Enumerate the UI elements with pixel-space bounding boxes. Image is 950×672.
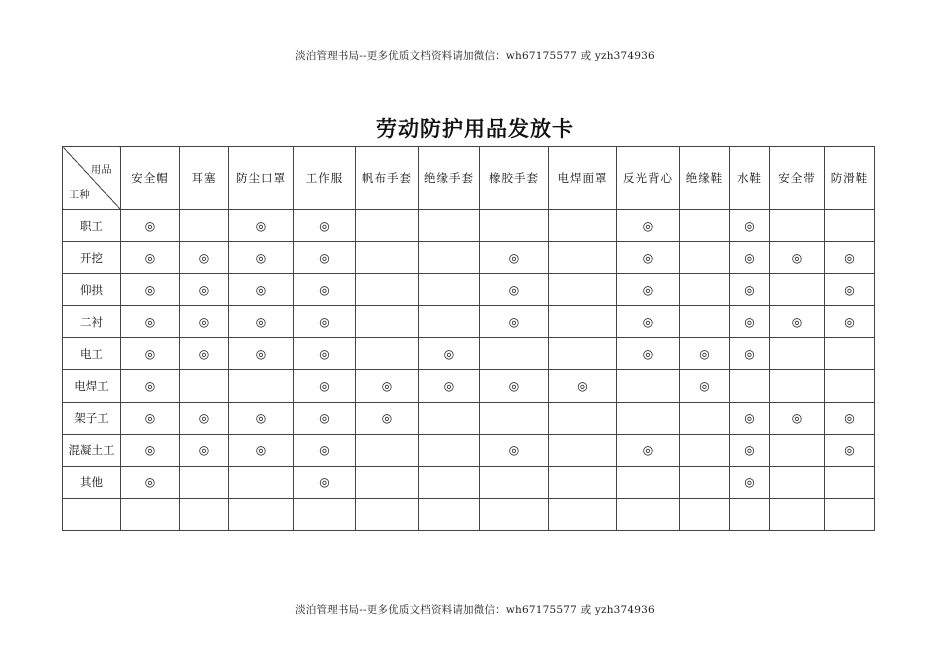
issued-mark-icon: ◎ — [144, 346, 156, 361]
issued-mark-cell — [180, 242, 229, 274]
issued-mark-icon: ◎ — [508, 379, 520, 394]
page-title: 劳动防护用品发放卡 — [376, 117, 574, 141]
issued-mark-cell — [730, 466, 770, 498]
issued-mark-icon: ◎ — [642, 218, 654, 233]
empty-cell — [480, 338, 549, 370]
issued-mark-icon: ◎ — [642, 282, 654, 297]
issued-mark-cell — [229, 402, 294, 434]
empty-cell — [480, 210, 549, 242]
empty-cell — [770, 210, 825, 242]
issued-mark-cell — [121, 306, 180, 338]
issued-mark-cell — [294, 370, 356, 402]
issued-mark-cell — [480, 370, 549, 402]
issued-mark-cell — [480, 434, 549, 466]
issued-mark-cell — [419, 338, 480, 370]
issued-mark-cell — [121, 402, 180, 434]
worker-type-cell: 其他 — [63, 466, 121, 498]
empty-cell — [229, 466, 294, 498]
empty-cell — [356, 466, 419, 498]
empty-cell — [770, 466, 825, 498]
empty-cell — [680, 274, 730, 306]
issued-mark-cell — [180, 338, 229, 370]
column-header-item: 安全带 — [770, 147, 825, 210]
empty-cell — [121, 498, 180, 530]
issued-mark-icon: ◎ — [198, 282, 210, 297]
empty-cell — [617, 370, 680, 402]
issued-mark-icon: ◎ — [844, 411, 855, 426]
empty-cell — [680, 210, 730, 242]
issued-mark-icon: ◎ — [791, 314, 803, 329]
issued-mark-icon: ◎ — [144, 250, 156, 265]
issued-mark-icon: ◎ — [744, 443, 755, 458]
worker-type-cell: 混凝土工 — [63, 434, 121, 466]
issued-mark-icon: ◎ — [642, 250, 654, 265]
issued-mark-cell — [617, 434, 680, 466]
issued-mark-icon: ◎ — [319, 282, 330, 297]
table-row — [63, 402, 875, 434]
column-header-item: 防滑鞋 — [825, 147, 875, 210]
issued-mark-cell — [617, 338, 680, 370]
empty-cell — [480, 498, 549, 530]
empty-cell — [825, 498, 875, 530]
empty-cell — [419, 274, 480, 306]
table-row — [63, 466, 875, 498]
issued-mark-cell — [549, 370, 617, 402]
issued-mark-icon: ◎ — [744, 411, 755, 426]
issued-mark-icon: ◎ — [791, 250, 803, 265]
table-row — [63, 498, 875, 530]
issued-mark-cell — [356, 402, 419, 434]
issued-mark-cell — [825, 306, 875, 338]
issued-mark-icon: ◎ — [381, 411, 393, 426]
empty-cell — [770, 274, 825, 306]
issued-mark-cell — [121, 274, 180, 306]
issued-mark-icon: ◎ — [508, 443, 520, 458]
issued-mark-cell — [229, 338, 294, 370]
issued-mark-cell — [229, 306, 294, 338]
issued-mark-icon: ◎ — [319, 218, 330, 233]
empty-cell — [825, 466, 875, 498]
worker-type-cell: 职工 — [63, 210, 121, 242]
issued-mark-icon: ◎ — [144, 314, 156, 329]
corner-items-label: 用品 — [91, 165, 112, 176]
empty-cell — [680, 242, 730, 274]
issued-mark-icon: ◎ — [381, 379, 393, 394]
issued-mark-cell — [229, 210, 294, 242]
issued-mark-cell — [121, 338, 180, 370]
empty-cell — [356, 242, 419, 274]
worker-type-cell: 电工 — [63, 338, 121, 370]
column-header-item: 防尘口罩 — [229, 147, 294, 210]
issued-mark-icon: ◎ — [144, 218, 156, 233]
empty-cell — [770, 370, 825, 402]
empty-cell — [419, 434, 480, 466]
issued-mark-cell — [121, 466, 180, 498]
issued-mark-icon: ◎ — [642, 443, 654, 458]
issued-mark-cell — [617, 306, 680, 338]
column-header-item: 橡胶手套 — [480, 147, 549, 210]
empty-cell — [180, 498, 229, 530]
issued-mark-cell — [180, 274, 229, 306]
table-row — [63, 274, 875, 306]
issued-mark-icon: ◎ — [744, 282, 755, 297]
issued-mark-icon: ◎ — [144, 411, 156, 426]
issued-mark-cell — [294, 306, 356, 338]
issued-mark-icon: ◎ — [255, 314, 267, 329]
issued-mark-cell — [121, 370, 180, 402]
issued-mark-icon: ◎ — [642, 346, 654, 361]
column-header-item: 绝缘手套 — [419, 147, 480, 210]
empty-cell — [825, 338, 875, 370]
empty-cell — [419, 466, 480, 498]
column-header-item: 耳塞 — [180, 147, 229, 210]
issued-mark-icon: ◎ — [144, 443, 156, 458]
empty-cell — [617, 498, 680, 530]
empty-cell — [770, 498, 825, 530]
worker-type-cell: 仰拱 — [63, 274, 121, 306]
issued-mark-icon: ◎ — [198, 250, 210, 265]
issued-mark-cell — [294, 338, 356, 370]
empty-cell — [419, 306, 480, 338]
empty-cell — [356, 498, 419, 530]
empty-cell — [294, 498, 356, 530]
issued-mark-cell — [480, 242, 549, 274]
page-footer: 淡泊管理书局--更多优质文档资料请加微信：wh67175577 或 yzh374936 — [295, 604, 655, 616]
issued-mark-icon: ◎ — [319, 250, 330, 265]
empty-cell — [825, 370, 875, 402]
issued-mark-icon: ◎ — [198, 443, 210, 458]
issued-mark-cell — [825, 402, 875, 434]
issued-mark-icon: ◎ — [844, 250, 855, 265]
issued-mark-icon: ◎ — [844, 443, 855, 458]
issued-mark-cell — [730, 306, 770, 338]
empty-cell — [480, 402, 549, 434]
issued-mark-icon: ◎ — [198, 314, 210, 329]
empty-cell — [549, 498, 617, 530]
corner-header-cell — [63, 147, 121, 210]
issued-mark-cell — [730, 274, 770, 306]
issued-mark-icon: ◎ — [508, 314, 520, 329]
issued-mark-cell — [294, 242, 356, 274]
issued-mark-icon: ◎ — [255, 346, 267, 361]
empty-cell — [356, 210, 419, 242]
issued-mark-cell — [419, 370, 480, 402]
issued-mark-icon: ◎ — [144, 475, 156, 490]
issued-mark-icon: ◎ — [508, 282, 520, 297]
issued-mark-cell — [770, 402, 825, 434]
issued-mark-icon: ◎ — [699, 379, 710, 394]
empty-cell — [419, 210, 480, 242]
issued-mark-cell — [480, 274, 549, 306]
empty-cell — [180, 210, 229, 242]
worker-type-cell: 开挖 — [63, 242, 121, 274]
empty-cell — [825, 210, 875, 242]
empty-cell — [356, 338, 419, 370]
issued-mark-icon: ◎ — [443, 379, 455, 394]
issued-mark-icon: ◎ — [642, 314, 654, 329]
issued-mark-icon: ◎ — [744, 475, 755, 490]
column-header-item: 工作服 — [294, 147, 356, 210]
column-header-item: 反光背心 — [617, 147, 680, 210]
empty-cell — [419, 242, 480, 274]
empty-cell — [680, 466, 730, 498]
issued-mark-cell — [770, 242, 825, 274]
issued-mark-cell — [480, 306, 549, 338]
empty-cell — [549, 466, 617, 498]
issued-mark-icon: ◎ — [577, 379, 588, 394]
empty-cell — [180, 370, 229, 402]
issued-mark-icon: ◎ — [508, 250, 520, 265]
issued-mark-cell — [825, 242, 875, 274]
empty-cell — [680, 306, 730, 338]
issued-mark-cell — [825, 434, 875, 466]
issued-mark-cell — [121, 434, 180, 466]
issued-mark-cell — [294, 434, 356, 466]
column-header-item: 绝缘鞋 — [680, 147, 730, 210]
issued-mark-icon: ◎ — [443, 346, 455, 361]
issued-mark-icon: ◎ — [319, 346, 330, 361]
page-header: 淡泊管理书局--更多优质文档资料请加微信：wh67175577 或 yzh374936 — [295, 50, 655, 62]
empty-cell — [680, 402, 730, 434]
issued-mark-cell — [229, 274, 294, 306]
issued-mark-cell — [121, 210, 180, 242]
empty-cell — [480, 466, 549, 498]
issued-mark-icon: ◎ — [319, 411, 330, 426]
issued-mark-icon: ◎ — [255, 411, 267, 426]
issued-mark-icon: ◎ — [744, 250, 755, 265]
issued-mark-icon: ◎ — [198, 346, 210, 361]
issued-mark-icon: ◎ — [144, 282, 156, 297]
table-header-row — [63, 147, 875, 210]
issued-mark-icon: ◎ — [255, 443, 267, 458]
issued-mark-cell — [730, 210, 770, 242]
empty-cell — [356, 274, 419, 306]
issued-mark-icon: ◎ — [744, 346, 755, 361]
issued-mark-icon: ◎ — [791, 411, 803, 426]
issued-mark-icon: ◎ — [255, 218, 267, 233]
worker-type-cell: 架子工 — [63, 402, 121, 434]
issued-mark-icon: ◎ — [319, 379, 330, 394]
issued-mark-icon: ◎ — [255, 282, 267, 297]
issued-mark-cell — [617, 210, 680, 242]
issued-mark-icon: ◎ — [744, 218, 755, 233]
empty-cell — [229, 370, 294, 402]
issued-mark-icon: ◎ — [844, 314, 855, 329]
empty-cell — [730, 498, 770, 530]
issued-mark-cell — [730, 338, 770, 370]
issued-mark-cell — [294, 466, 356, 498]
empty-cell — [549, 210, 617, 242]
issued-mark-cell — [730, 402, 770, 434]
empty-cell — [356, 306, 419, 338]
issued-mark-cell — [617, 274, 680, 306]
issued-mark-icon: ◎ — [198, 411, 210, 426]
empty-cell — [680, 498, 730, 530]
ppe-issue-table — [62, 146, 875, 531]
issued-mark-cell — [229, 242, 294, 274]
worker-type-cell: 电焊工 — [63, 370, 121, 402]
empty-cell — [356, 434, 419, 466]
empty-cell — [770, 434, 825, 466]
empty-cell — [549, 434, 617, 466]
empty-cell — [680, 434, 730, 466]
issued-mark-cell — [294, 402, 356, 434]
issued-mark-icon: ◎ — [699, 346, 710, 361]
empty-cell — [229, 498, 294, 530]
corner-worker-label: 工种 — [69, 190, 90, 201]
table-row — [63, 434, 875, 466]
empty-cell — [549, 402, 617, 434]
issued-mark-cell — [294, 274, 356, 306]
issued-mark-icon: ◎ — [319, 443, 330, 458]
empty-cell — [419, 402, 480, 434]
column-header-item: 安全帽 — [121, 147, 180, 210]
table-row — [63, 306, 875, 338]
column-header-item: 帆布手套 — [356, 147, 419, 210]
issued-mark-cell — [770, 306, 825, 338]
empty-cell — [549, 306, 617, 338]
empty-cell — [549, 338, 617, 370]
issued-mark-cell — [617, 242, 680, 274]
empty-cell — [549, 274, 617, 306]
issued-mark-cell — [730, 242, 770, 274]
issued-mark-cell — [180, 434, 229, 466]
table-row — [63, 210, 875, 242]
issued-mark-cell — [356, 370, 419, 402]
issued-mark-cell — [680, 370, 730, 402]
empty-cell — [549, 242, 617, 274]
worker-type-cell — [63, 498, 121, 530]
empty-cell — [180, 466, 229, 498]
empty-cell — [419, 498, 480, 530]
empty-cell — [617, 466, 680, 498]
table-row — [63, 370, 875, 402]
issued-mark-icon: ◎ — [844, 282, 855, 297]
empty-cell — [730, 370, 770, 402]
issued-mark-cell — [180, 306, 229, 338]
issued-mark-icon: ◎ — [144, 379, 156, 394]
empty-cell — [770, 338, 825, 370]
empty-cell — [617, 402, 680, 434]
table-row — [63, 338, 875, 370]
issued-mark-cell — [180, 402, 229, 434]
issued-mark-cell — [294, 210, 356, 242]
issued-mark-icon: ◎ — [319, 475, 330, 490]
worker-type-cell: 二衬 — [63, 306, 121, 338]
issued-mark-icon: ◎ — [744, 314, 755, 329]
table-row — [63, 242, 875, 274]
issued-mark-icon: ◎ — [255, 250, 267, 265]
issued-mark-cell — [825, 274, 875, 306]
issued-mark-cell — [730, 434, 770, 466]
issued-mark-cell — [680, 338, 730, 370]
issued-mark-cell — [229, 434, 294, 466]
column-header-item: 电焊面罩 — [549, 147, 617, 210]
column-header-item: 水鞋 — [730, 147, 770, 210]
issued-mark-cell — [121, 242, 180, 274]
issued-mark-icon: ◎ — [319, 314, 330, 329]
